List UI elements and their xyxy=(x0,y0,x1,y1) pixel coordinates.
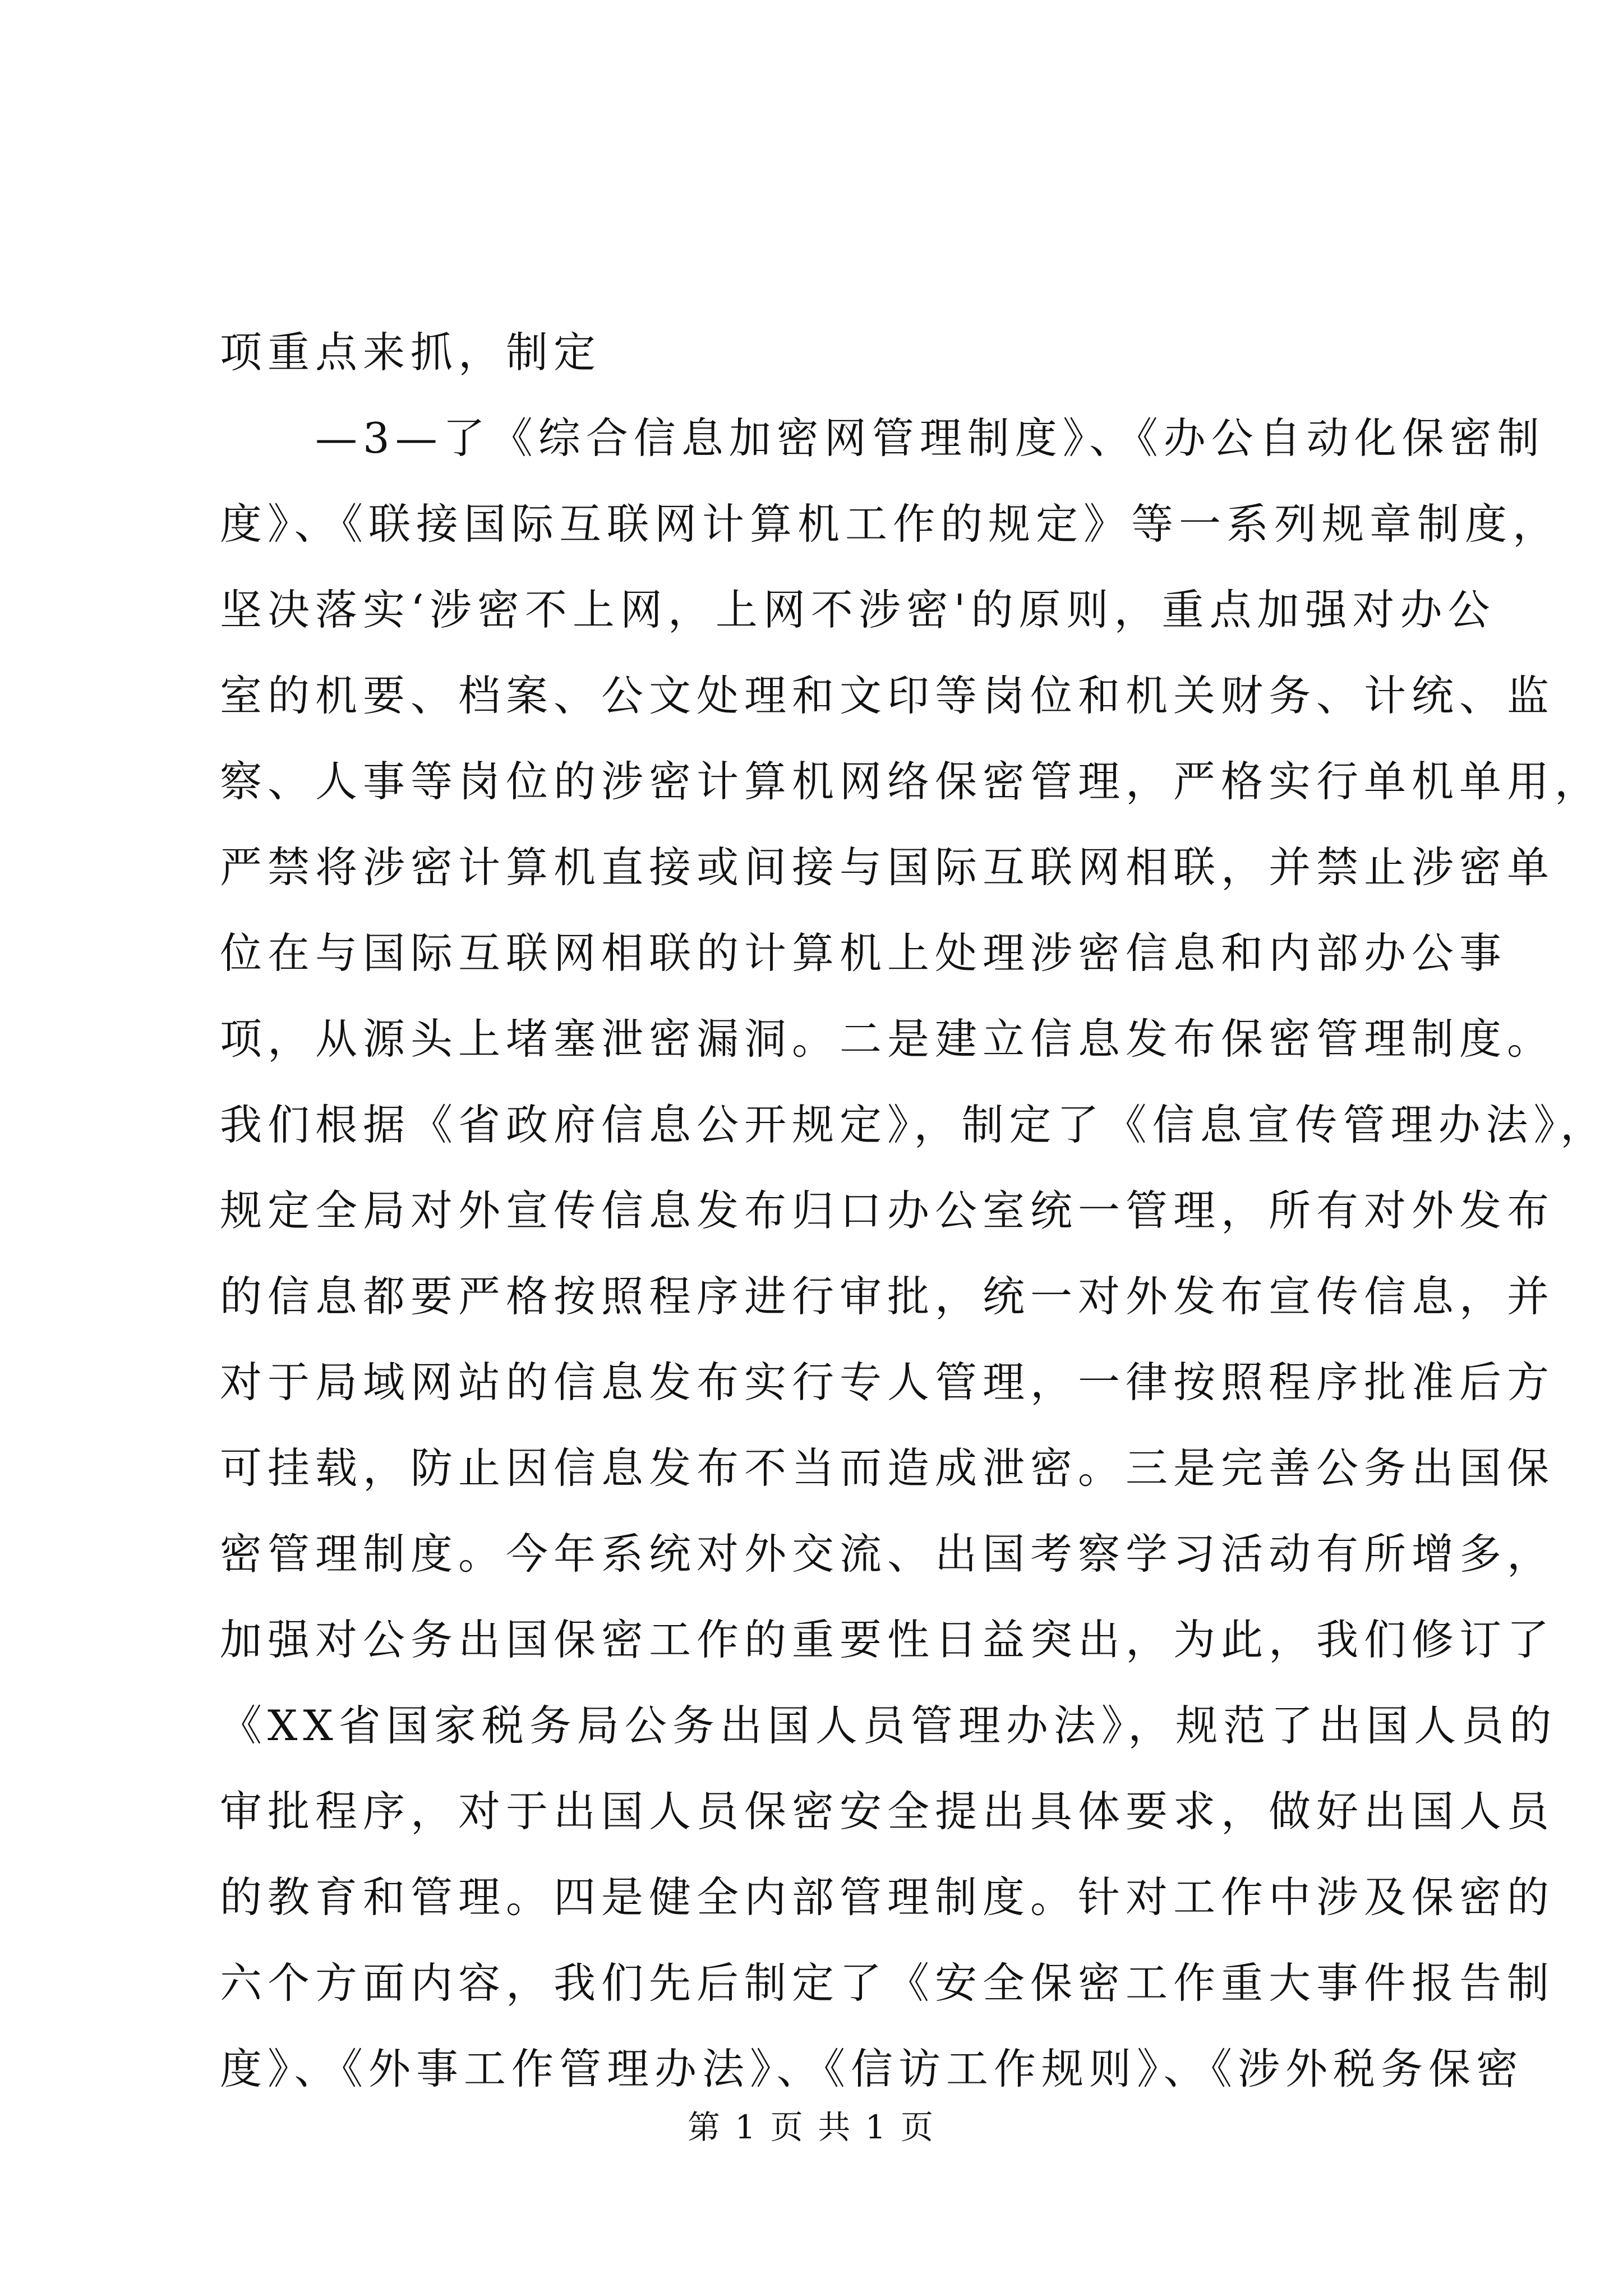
body-text xyxy=(220,310,1608,2112)
text-line: 室的机要、档案、公文处理和文印等岗位和机关财务、计统、监 xyxy=(220,671,1555,720)
text-line: 项重点来抓，制定 xyxy=(220,328,602,377)
text-line: 我们根据《省政府信息公开规定》，制定了《信息宣传管理办法》， xyxy=(220,1100,1608,1149)
text-line: 察、人事等岗位的涉密计算机网络保密管理，严格实行单机单用， xyxy=(220,757,1603,806)
text-line: 六个方面内容，我们先后制定了《安全保密工作重大事件报告制 xyxy=(220,1958,1555,2008)
text-line: 审批程序，对于出国人员保密安全提出具体要求，做好出国人员 xyxy=(220,1787,1555,1836)
text-line: 规定全局对外宣传信息发布归口办公室统一管理，所有对外发布 xyxy=(220,1186,1555,1235)
text-line: 度》、《联接国际互联网计算机工作的规定》等一系列规章制度， xyxy=(220,499,1561,549)
text-line: 加强对公务出国保密工作的重要性日益突出，为此，我们修订了 xyxy=(220,1615,1555,1664)
text-line: 度》、《外事工作管理办法》、《信访工作规则》、《涉外税务保密 xyxy=(220,2044,1524,2093)
text-line: 可挂载，防止因信息发布不当而造成泄密。三是完善公务出国保 xyxy=(220,1443,1555,1493)
text-line: —3—了《综合信息加密网管理制度》、《办公自动化保密制 xyxy=(220,413,1545,463)
page-footer: 第 1 页 共 1 页 xyxy=(688,2108,935,2146)
text-line: 对于局域网站的信息发布实行专人管理，一律按照程序批准后方 xyxy=(220,1358,1555,1407)
text-line: 位在与国际互联网相联的计算机上处理涉密信息和内部办公事 xyxy=(220,928,1507,978)
text-line: 的信息都要严格按照程序进行审批，统一对外发布宣传信息，并 xyxy=(220,1272,1555,1321)
text-line: 的教育和管理。四是健全内部管理制度。针对工作中涉及保密的 xyxy=(220,1872,1555,1922)
text-line: 密管理制度。今年系统对外交流、出国考察学习活动有所增多， xyxy=(220,1529,1555,1579)
text-line: 严禁将涉密计算机直接或间接与国际互联网相联，并禁止涉密单 xyxy=(220,843,1555,892)
text-line: 项，从源头上堵塞泄密漏洞。二是建立信息发布保密管理制度。 xyxy=(220,1014,1555,1064)
text-line: 坚决落实‘涉密不上网，上网不涉密'的原则，重点加强对办公 xyxy=(220,585,1496,634)
text-line: 《XX省国家税务局公务出国人员管理办法》，规范了出国人员的 xyxy=(220,1701,1557,1750)
